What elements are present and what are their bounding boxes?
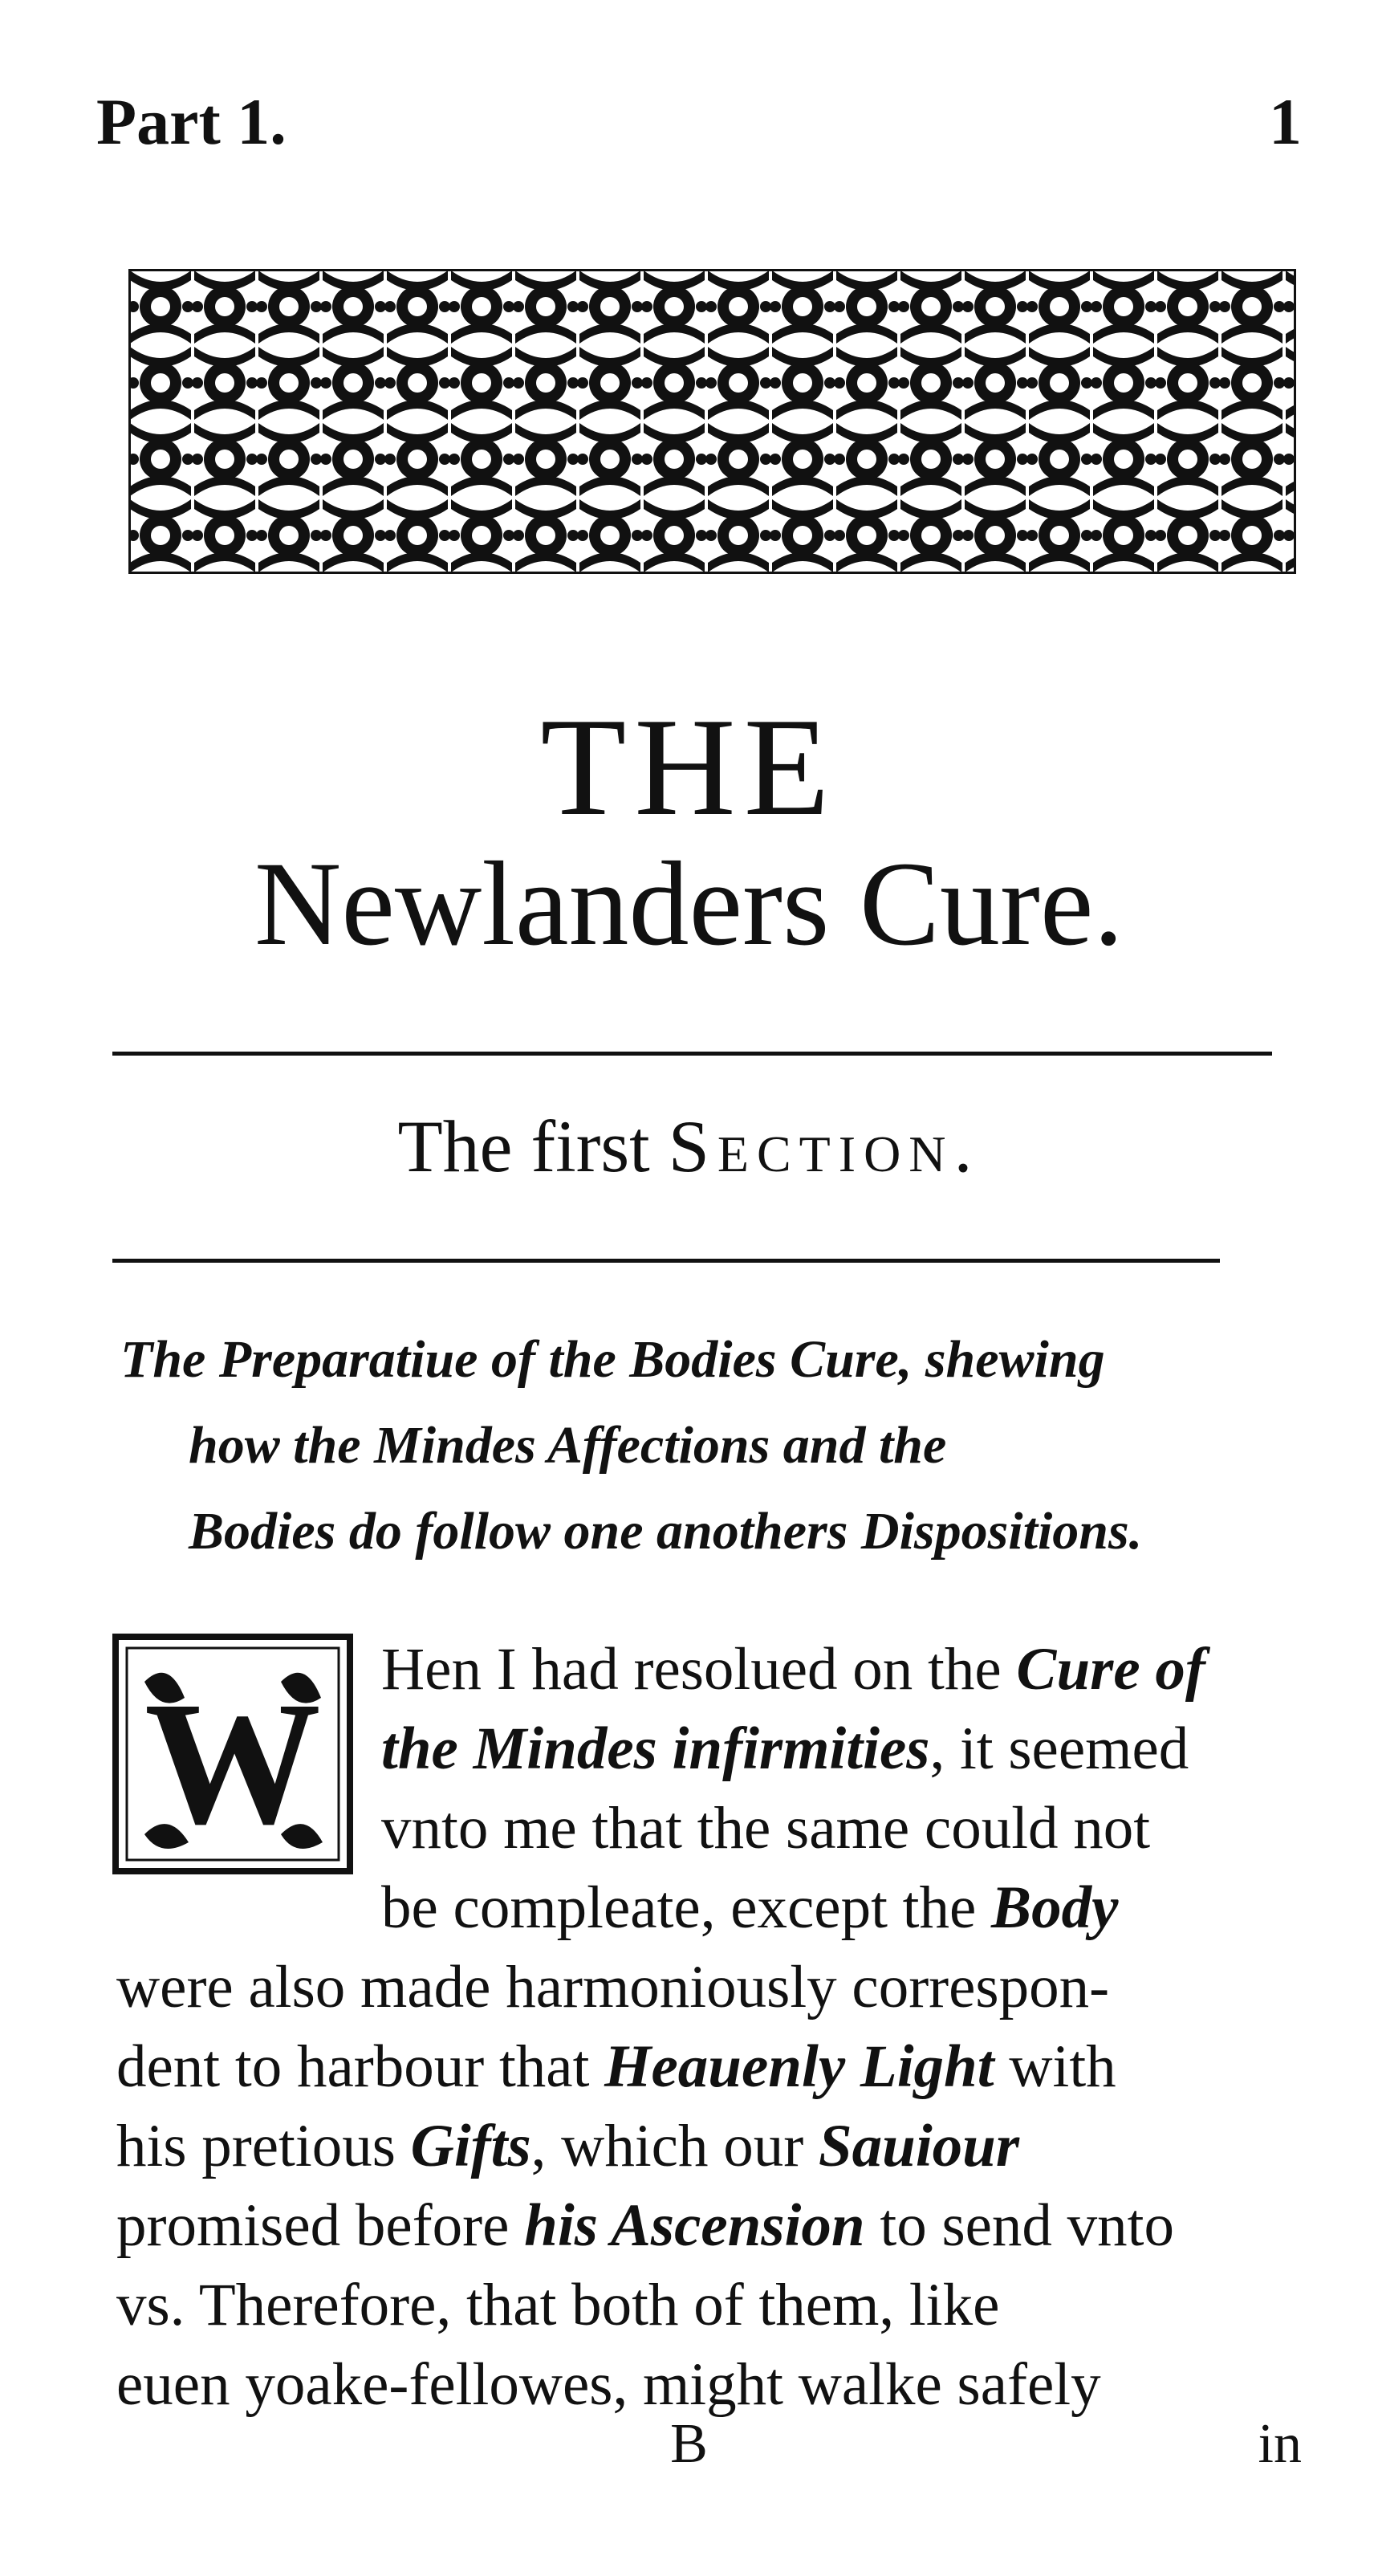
running-head-part: Part 1. — [96, 85, 287, 158]
section-prefix: The first — [397, 1105, 650, 1187]
body-line: vs. Therefore, that both of them, like — [116, 2272, 1000, 2338]
signature-mark: B — [670, 2413, 708, 2475]
body-line: euen yoake-fellowes, might walke safely — [116, 2351, 1101, 2418]
body-line: Hen I had resolued on the Cure of — [381, 1636, 1205, 1703]
section-heading — [0, 1104, 1378, 1189]
summary-line: how the Mindes Affections and the — [189, 1416, 947, 1475]
page-number: 1 — [1269, 85, 1302, 158]
summary-line: The Preparatiue of the Bodies Cure, shewing — [120, 1330, 1105, 1389]
horizontal-rule — [112, 1259, 1220, 1263]
catchword: in — [1258, 2413, 1302, 2475]
body-line: be compleate, except the Body — [381, 1874, 1119, 1941]
body-line: dent to harbour that Heauenly Light with — [116, 2033, 1116, 2100]
title-the: THE — [540, 689, 838, 844]
body-line: his pretious Gifts, which our Sauiour — [116, 2113, 1020, 2179]
body-line: were also made harmoniously correspon- — [116, 1954, 1110, 2021]
horizontal-rule — [112, 1052, 1272, 1056]
body-line: promised before his Ascension to send vnto — [116, 2192, 1175, 2259]
section-word: Section. — [668, 1105, 981, 1187]
section-summary — [120, 1316, 1292, 1574]
body-line: the Mindes infirmities, it seemed — [381, 1715, 1189, 1782]
book-title: Newlanders Cure. — [254, 837, 1124, 971]
summary-line: Bodies do follow one anothers Dispositions. — [189, 1502, 1143, 1561]
svg-text:W: W — [144, 1665, 321, 1861]
body-line: vnto me that the same could not — [381, 1795, 1151, 1862]
body-text — [116, 1630, 1296, 2424]
decorative-headpiece-ornament — [128, 269, 1296, 574]
